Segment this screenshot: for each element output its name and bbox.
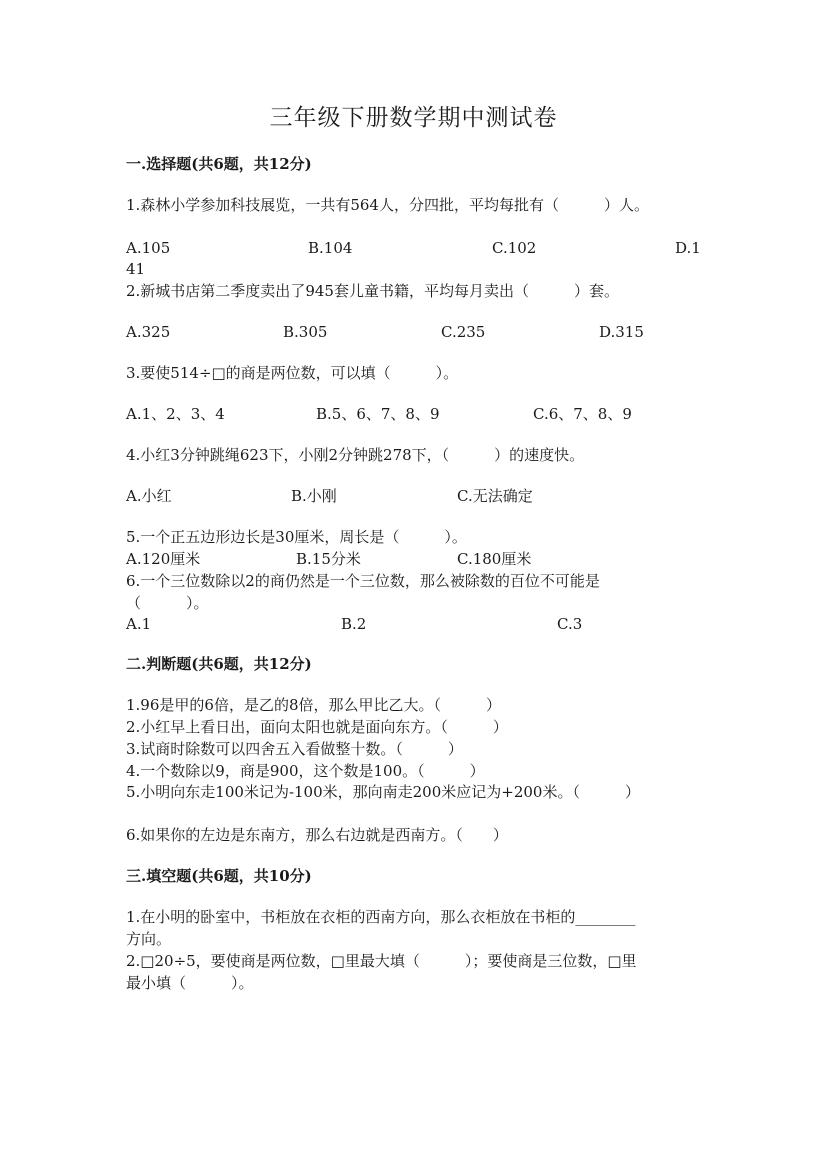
option-a: A.105 [126,239,171,257]
option-b: B.15分米 [296,550,361,568]
section-heading-choice: 一.选择题(共6题，共12分) [126,155,312,173]
fill-blank-item: 2.□20÷5，要使商是两位数，□里最大填（ ）；要使商是三位数，□里 [126,952,637,970]
section-heading-fill-blank: 三.填空题(共6题，共10分) [126,867,312,885]
judgement-item: 3.试商时除数可以四舍五入看做整十数。（ ） [126,740,463,758]
question-stem: 3.要使514÷□的商是两位数，可以填（ ）。 [126,364,459,382]
judgement-item: 2.小红早上看日出，面向太阳也就是面向东方。（ ） [126,718,508,736]
option-b: B.104 [308,239,353,257]
option-a: A.小红 [126,487,172,505]
question-stem-continued: （ ）。 [126,594,209,612]
page-title: 三年级下册数学期中测试卷 [269,105,558,131]
option-c: C.102 [492,239,537,257]
option-c: C.3 [557,615,583,633]
question-stem: 1.森林小学参加科技展览，一共有564人，分四批，平均每批有（ ）人。 [126,196,649,214]
option-c: C.180厘米 [457,550,532,568]
option-c: C.6、7、8、9 [533,405,632,423]
option-b: B.小刚 [291,487,337,505]
option-d: D.1 [675,239,701,257]
judgement-item: 5.小明向东走100米记为-100米，那向南走200米应记为+200米。（ ） [126,783,640,801]
option-a: A.1 [126,615,152,633]
option-b: B.305 [283,323,328,341]
option-d: D.315 [599,323,644,341]
option-b: B.2 [341,615,367,633]
question-stem: 6.一个三位数除以2的商仍然是一个三位数，那么被除数的百位不可能是 [126,572,600,590]
section-heading-judgement: 二.判断题(共6题，共12分) [126,655,312,673]
judgement-item: 6.如果你的左边是东南方，那么右边就是西南方。（ ） [126,826,508,844]
fill-blank-item-continued: 方向。 [126,930,172,948]
question-stem: 5.一个正五边形边长是30厘米，周长是（ ）。 [126,528,467,546]
fill-blank-item-continued: 最小填（ ）。 [126,974,254,992]
option-b: B.5、6、7、8、9 [316,405,440,423]
question-stem: 2.新城书店第二季度卖出了945套儿童书籍，平均每月卖出（ ）套。 [126,282,619,300]
option-d-wrap: 41 [126,260,146,278]
option-a: A.120厘米 [126,550,201,568]
option-a: A.1、2、3、4 [126,405,225,423]
option-a: A.325 [126,323,171,341]
question-stem: 4.小红3分钟跳绳623下，小刚2分钟跳278下，（ ）的速度快。 [126,446,585,464]
judgement-item: 1.96是甲的6倍，是乙的8倍，那么甲比乙大。（ ） [126,696,501,714]
option-c: C.无法确定 [457,487,533,505]
fill-blank-item: 1.在小明的卧室中，书柜放在衣柜的西南方向，那么衣柜放在书柜的________ [126,908,636,926]
option-c: C.235 [441,323,486,341]
judgement-item: 4.一个数除以9，商是900，这个数是100。（ ） [126,762,485,780]
